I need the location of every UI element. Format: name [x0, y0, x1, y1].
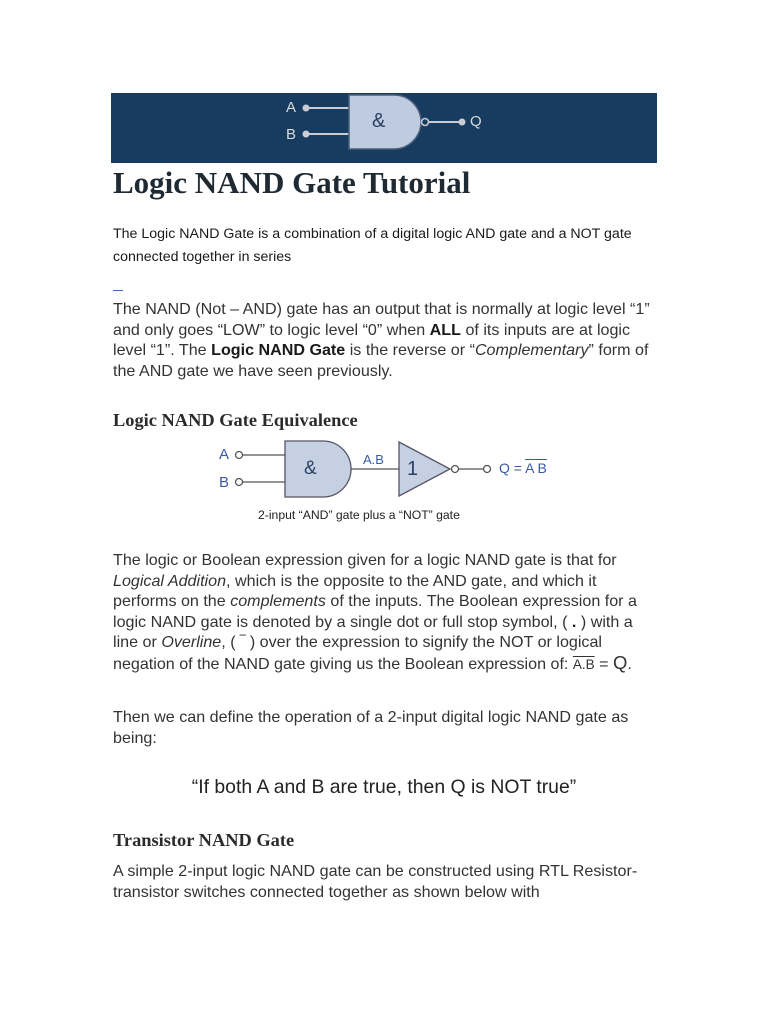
diagram-caption: 2-input “AND” gate plus a “NOT” gate	[258, 508, 460, 522]
text-run: of its inputs are at logic level “1”. The	[113, 320, 631, 359]
italic-logical-addition: Logical Addition	[113, 571, 227, 590]
text-run: The NAND (Not – AND) gate has an output that is normally at logic level “1” and only goes “LOW” to logic level “0” when	[113, 300, 650, 339]
italic-complements: complements	[230, 592, 326, 610]
output-prefix: Q =	[499, 460, 526, 476]
intro-paragraph: The Logic NAND Gate is a combination of a digital logic AND gate and a NOT gate connected together in series	[113, 226, 632, 265]
bold-dot: .	[571, 612, 577, 631]
banner-output-q-label: Q	[470, 113, 482, 130]
text-run: =	[594, 654, 613, 673]
diagram-input-b-label: B	[219, 474, 230, 491]
boolean-expression: A.B	[572, 656, 595, 672]
banner-and-symbol: &	[372, 110, 386, 132]
text-run: The logic or Boolean expression given for a logic NAND gate is that for	[113, 551, 617, 569]
nand-description-paragraph	[113, 299, 658, 381]
bold-all: ALL	[429, 320, 461, 339]
text-run: , ( ‾ ) over the expression to signify the NOT or logical negation of the NAND gate giving us the Boolean expression of:	[113, 633, 602, 673]
operation-paragraph: Then we can define the operation of a 2-input digital logic NAND gate as being:	[113, 708, 629, 747]
text-run: ) with a line or	[113, 612, 633, 651]
bold-logic-nand-gate: Logic NAND Gate	[211, 341, 346, 359]
anchor-link-mark[interactable]	[113, 290, 123, 291]
q-symbol: Q	[612, 651, 628, 673]
section-heading-equivalence: Logic NAND Gate Equivalence	[113, 410, 358, 430]
diagram-output-label	[499, 461, 547, 475]
text-run: , which is the opposite to the AND gate, and which it performs on the	[113, 571, 597, 610]
header-banner	[111, 93, 657, 163]
text-run: of the inputs. The Boolean expression for a logic NAND gate is denoted by a single dot or full stop symbol, (	[113, 592, 637, 631]
output-expression: A B	[525, 460, 547, 476]
text-run: .	[627, 654, 632, 673]
italic-complementary: Complementary	[474, 341, 589, 359]
transistor-paragraph: A simple 2-input logic NAND gate can be constructed using RTL Resistor-transistor switches connected together as shown below with	[113, 862, 638, 901]
diagram-intermediate-label: A.B	[363, 452, 384, 467]
banner-input-b-label: B	[286, 126, 297, 143]
diagram-not-symbol: 1	[407, 458, 419, 480]
nand-equivalence-diagram	[210, 438, 570, 528]
text-run: is the reverse or “	[345, 341, 475, 359]
banner-input-a-label: A	[286, 99, 297, 116]
page-title: Logic NAND Gate Tutorial	[113, 165, 471, 200]
diagram-and-symbol: &	[304, 458, 317, 479]
boolean-expression-paragraph	[113, 550, 658, 675]
section-heading-transistor: Transistor NAND Gate	[113, 830, 295, 850]
nand-rule-quote: “If both A and B are true, then Q is NOT true”	[191, 776, 577, 798]
italic-overline: Overline	[161, 633, 222, 651]
text-run: ” form of the AND gate we have seen previously.	[113, 341, 649, 380]
diagram-input-a-label: A	[219, 446, 230, 463]
